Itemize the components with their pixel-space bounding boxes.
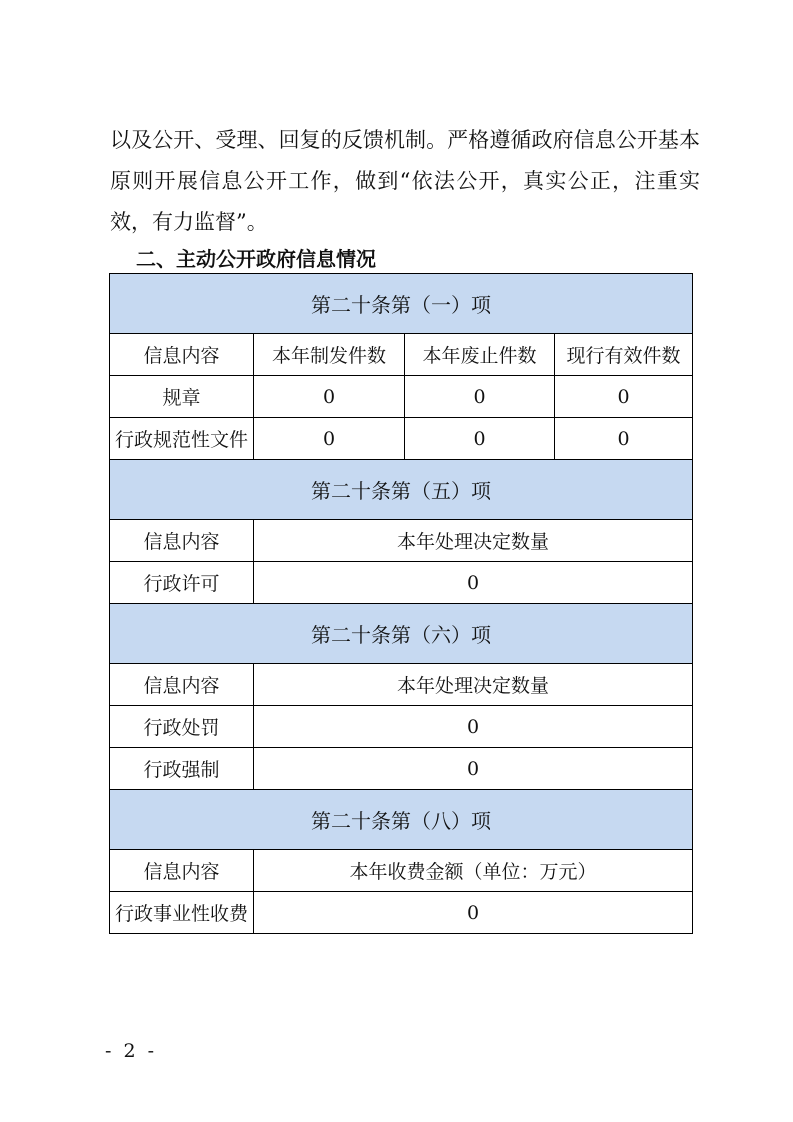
column-header: 本年处理决定数量: [254, 520, 693, 562]
table-row: [110, 418, 693, 460]
cell-value: 0: [405, 418, 555, 460]
section-header-art20-8: 第二十条第（八）项: [110, 790, 693, 850]
cell-value: 0: [254, 892, 693, 934]
column-header: 本年处理决定数量: [254, 664, 693, 706]
section-header-row: [110, 460, 693, 520]
table-row: [110, 376, 693, 418]
row-label: 行政许可: [110, 562, 254, 604]
section-header-art20-5: 第二十条第（五）项: [110, 460, 693, 520]
table-row: [110, 892, 693, 934]
info-disclosure-table: [109, 273, 693, 934]
column-header: 信息内容: [110, 520, 254, 562]
section-header-row: [110, 604, 693, 664]
row-label: 行政事业性收费: [110, 892, 254, 934]
page-number: - 2 -: [105, 1040, 158, 1062]
cell-value: 0: [254, 748, 693, 790]
cell-value: 0: [555, 376, 693, 418]
column-header: 本年制发件数: [254, 334, 405, 376]
row-label: 行政强制: [110, 748, 254, 790]
column-header: 信息内容: [110, 334, 254, 376]
column-header: 信息内容: [110, 850, 254, 892]
table-row: [110, 706, 693, 748]
cell-value: 0: [254, 418, 405, 460]
table-row: [110, 748, 693, 790]
column-header: 本年废止件数: [405, 334, 555, 376]
row-label: 规章: [110, 376, 254, 418]
column-header-row: [110, 664, 693, 706]
cell-value: 0: [254, 562, 693, 604]
cell-value: 0: [405, 376, 555, 418]
cell-value: 0: [254, 706, 693, 748]
column-header: 信息内容: [110, 664, 254, 706]
body-paragraph: 以及公开、受理、回复的反馈机制。严格遵循政府信息公开基本原则开展信息公开工作，做到“依法公开，真实公正，注重实效，有力监督”。: [110, 128, 700, 234]
section-header-row: [110, 790, 693, 850]
cell-value: 0: [555, 418, 693, 460]
section-header-art20-1: 第二十条第（一）项: [110, 274, 693, 334]
column-header-row: [110, 850, 693, 892]
section-header-row: [110, 274, 693, 334]
row-label: 行政规范性文件: [110, 418, 254, 460]
column-header-row: [110, 520, 693, 562]
table-row: [110, 562, 693, 604]
column-header: 本年收费金额（单位：万元）: [254, 850, 693, 892]
column-header: 现行有效件数: [555, 334, 693, 376]
section-header-art20-6: 第二十条第（六）项: [110, 604, 693, 664]
column-header-row: [110, 334, 693, 376]
row-label: 行政处罚: [110, 706, 254, 748]
section-heading: 二、主动公开政府信息情况: [136, 247, 376, 271]
cell-value: 0: [254, 376, 405, 418]
